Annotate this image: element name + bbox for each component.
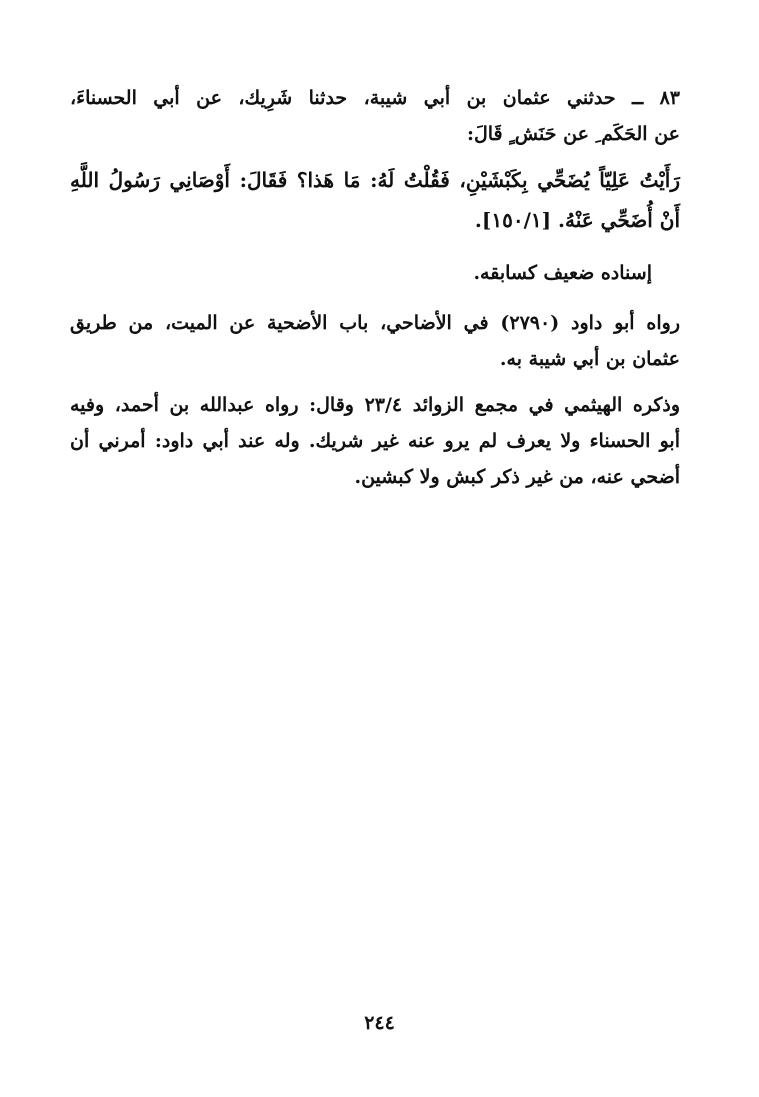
isnad-line-2: عن الحَكَم ِ عن حَنَش ٍ قَالَ: <box>466 123 680 145</box>
zawaid-line-3: أضحي عنه، من غير ذكر كبش ولا كبشين. <box>354 466 680 488</box>
takhrij-paragraph <box>70 305 680 377</box>
hadith-matn <box>70 160 680 240</box>
matn-line-1: رَأَيْتُ عَلِيّاً يُضَحِّي بِكَبْشَيْنِ، فَقُلْتُ لَهُ: مَا هَذا؟ فَقَالَ: أَوْصَانِي رَسُولُ اللَّهِ <box>70 168 680 192</box>
takhrij-line-2: عثمان بن أبي شيبة به. <box>499 348 680 370</box>
grading-paragraph <box>70 255 680 291</box>
takhrij-line-1: رواه أبو داود (٢٧٩٠) في الأضاحي، باب الأضحية عن الميت، من طريق <box>70 312 680 334</box>
grading-line: إسناده ضعيف كسابقه. <box>473 262 652 284</box>
zawaid-paragraph <box>70 387 680 495</box>
zawaid-line-2: أبو الحسناء ولا يعرف لم يرو عنه غير شريك. وله عند أبي داود: أمرني أن <box>70 430 680 452</box>
page-number: ٢٤٤ <box>364 1012 395 1034</box>
isnad-line-1: ٨٣ ــ حدثني عثمان بن أبي شيبة، حدثنا شَرِيك، عن أبي الحسناءَ، <box>70 87 680 109</box>
zawaid-line-1: وذكره الهيثمي في مجمع الزوائد ٢٣/٤ وقال: رواه عبدالله بن أحمد، وفيه <box>70 394 681 416</box>
matn-line-2: أَنْ أُضَحِّي عَنْهُ. [١٥٠/١]. <box>474 208 680 232</box>
hadith-isnad <box>70 80 680 152</box>
